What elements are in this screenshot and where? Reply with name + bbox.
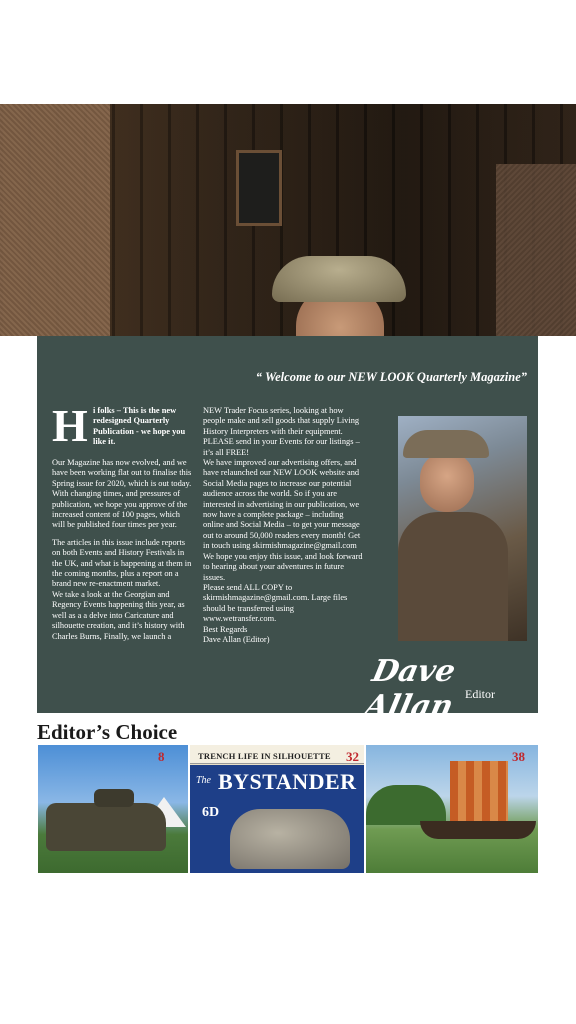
sacking	[496, 164, 576, 336]
page-number: 38	[512, 749, 525, 764]
paragraph: We hope you enjoy this issue, and look forward to hearing about your adventures in future issues.	[203, 551, 363, 582]
paragraph: The articles in this issue include reports on both Events and History Festivals in the UK, and what is happening at them in the coming months, plus a report on a brand new re-enactment market.	[52, 537, 192, 589]
paragraph: We take a look at the Georgian and Regency Events happening this year, as well as a a delve into Caricature and silhouette creation, and it’s history with Charles Burns, Finally, we launch a	[52, 589, 185, 641]
soldiers-illustration	[230, 809, 350, 869]
text-column-2	[203, 406, 365, 645]
text-column-1	[52, 458, 194, 649]
paragraph: PLEASE send in your Events for our listings – it’s all FREE!	[203, 437, 360, 457]
thumbnail-tank[interactable]	[38, 745, 188, 873]
paragraph: We have improved our advertising offers, and have relaunched our NEW LOOK website and Social Media pages to increase our potential audience across the world. So if you are interested in advertising in our publication, we now have a complete package – including online and Social Media – to get your message out to around 50,000 readers every month! Get in touch using skirmishmagazine@gmail.com	[203, 458, 361, 551]
magazine-price: 6D	[202, 805, 220, 820]
intro-text: i folks – This is the new redesigned Quarterly Publication - we hope you like it.	[93, 406, 186, 447]
welcome-panel	[37, 336, 538, 724]
paragraph: Please send ALL COPY to skirmishmagazine@gmail.com. Large files should be transferred using www.wetransfer.com.	[203, 582, 348, 624]
thumbnail-header-text: TRENCH LIFE IN SILHOUETTE	[198, 751, 331, 761]
magazine-masthead: BYSTANDER	[218, 769, 357, 794]
sacking	[0, 104, 110, 336]
editor-signature: Dave Allan	[361, 654, 459, 724]
editors-choice-thumbnails	[38, 745, 538, 873]
ship-hull	[420, 821, 536, 839]
editor-cap	[403, 430, 489, 458]
paragraph: Best Regards	[203, 624, 248, 634]
chalkboard	[236, 150, 282, 226]
page-number: 32	[346, 749, 359, 764]
tank	[46, 803, 166, 851]
thumbnail-bystander[interactable]	[190, 745, 364, 873]
helmet	[272, 256, 406, 302]
hero-photo	[0, 104, 576, 336]
drop-cap: H	[52, 400, 88, 451]
paragraph: Our Magazine has now evolved, and we have been working flat out to finalise this Spring issue for 2020, which is out today. With changing times, and pressures of publication, we hope you approve of the increased content of 100 pages, which will be published four times per year.	[52, 458, 192, 530]
editors-choice-heading: Editor’s Choice	[37, 720, 178, 744]
welcome-tagline: “ Welcome to our NEW LOOK Quarterly Magazine”	[255, 370, 527, 384]
page-number: 8	[158, 749, 165, 764]
editor-face	[420, 452, 474, 512]
tank-turret	[94, 789, 134, 807]
ship-sail	[450, 761, 508, 825]
trees	[366, 785, 446, 825]
thumbnail-viking-ship[interactable]	[366, 745, 538, 873]
paragraph: NEW Trader Focus series, looking at how people make and sell goods that supply Living History Interpreters with their equipment.	[203, 406, 360, 436]
editor-photo	[398, 416, 527, 641]
magazine-the: The	[196, 775, 211, 786]
paragraph: Dave Allan (Editor)	[203, 634, 270, 644]
editor-vest	[398, 512, 508, 641]
editor-title: Editor	[465, 687, 495, 701]
